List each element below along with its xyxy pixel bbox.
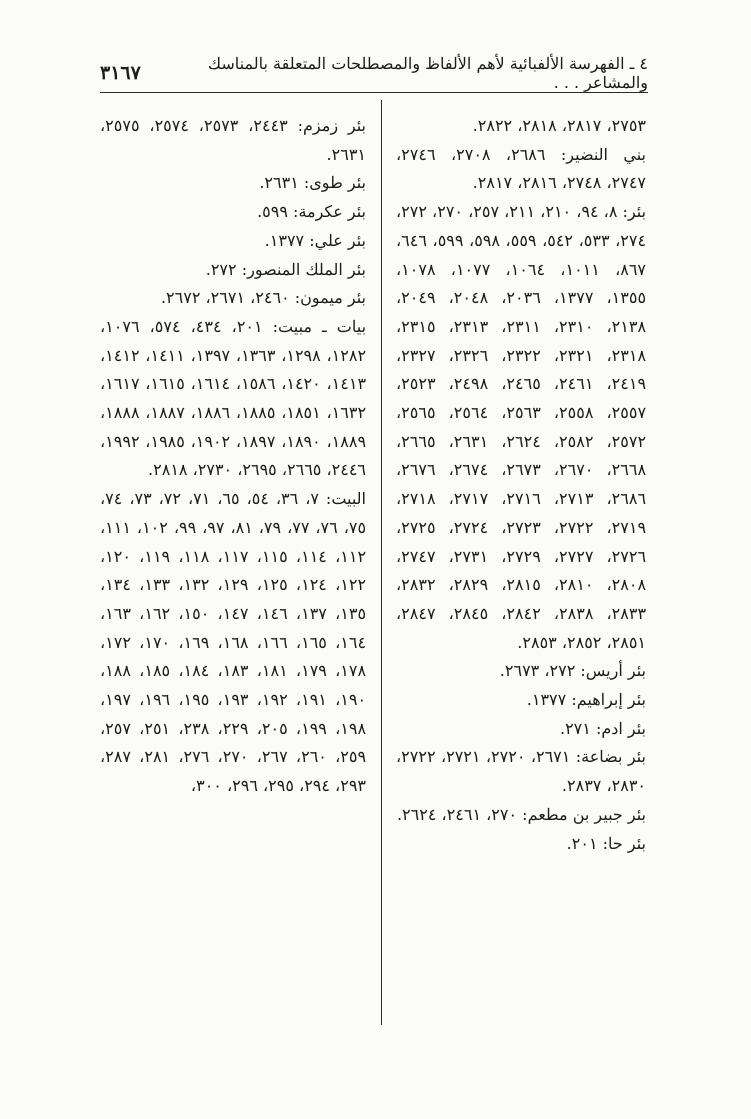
entry-references: ٢٠١، ٤٣٤، ٥٧٤، ١٠٧٦، ١٢٨٢، ١٢٩٨، ١٣٦٣، ١٣٩٧، ١٤١١، ١٤١٢، ١٤١٣، ١٤٢٠، ١٥٨٦، ١٦١٤، ١٦١٥، ١٦١٧، ١٦٣٢، ١٨٥١، ١٨٨٥، ١٨٨٦، ١٨٨٧، ١٨٨٨، ١٨٨٩، ١٨٩٠، ١٨٩٧، ١٩٠٢، ١٩٨٥، ١٩٩٢، ٢٤٤٦، ٢٦٦٥، ٢٦٩٥، ٢٧٣٠، ٢٨١٨. (100, 316, 367, 480)
entry-references: ٢٧٠، ٢٤٦١، ٢٦٢٤. (396, 804, 518, 824)
entry-term: بئر أريس: (580, 661, 646, 681)
entry-references: ٨، ٩٤، ٢١٠، ٢١١، ٢٥٧، ٢٧٠، ٢٧٢، ٢٧٤، ٥٣٣، ٥٤٢، ٥٥٩، ٥٩٨، ٥٩٩، ٦٤٦، ٨٦٧، ١٠١١، ١٠٦٤، ١٠٧٧، ١٠٧٨، ١٣٥٥، ١٣٧٧، ٢٠٣٦، ٢٠٤٨، ٢٠٤٩، ٢١٣٨، ٢٣١٠، ٢٣١١، ٢٣١٣، ٢٣١٥، ٢٣١٨، ٢٣٢١، ٢٣٢٢، ٢٣٢٦، ٢٣٢٧، ٢٤١٩، ٢٤٦١، ٢٤٦٥، ٢٤٩٨، ٢٥٢٣، ٢٥٥٧، ٢٥٥٨، ٢٥٦٣، ٢٥٦٤، ٢٥٦٥، ٢٥٧٢، ٢٥٨٢، ٢٦٢٤، ٢٦٣١، ٢٦٦٥، ٢٦٦٨، ٢٦٧٠، ٢٦٧٣، ٢٦٧٤، ٢٦٧٦، ٢٦٨٦، ٢٧١٣، ٢٧١٦، ٢٧١٧، ٢٧١٨، ٢٧١٩، ٢٧٢٢، ٢٧٢٣، ٢٧٢٤، ٢٧٢٥، ٢٧٢٦، ٢٧٢٧، ٢٧٢٩، ٢٧٣١، ٢٧٤٧، ٢٨٠٨، ٢٨١٠، ٢٨١٥، ٢٨٢٩، ٢٨٣٢، ٢٨٣٣، ٢٨٣٨، ٢٨٤٢، ٢٨٤٥، ٢٨٤٧، ٢٨٥١، ٢٨٥٢، ٢٨٥٣. (396, 202, 647, 652)
header-title: ٤ ـ الفهرسة الألفبائية لأهم الألفاظ والمصطلحات المتعلقة بالمناسك والمشاعر . . . (207, 54, 648, 92)
index-entry (100, 485, 366, 801)
index-entry (100, 284, 366, 313)
entry-references: ١٣٧٧. (526, 690, 567, 710)
entry-references: ٢٦٧١، ٢٧٢٠، ٢٧٢١، ٢٧٢٢، ٢٨٣٠، ٢٨٣٧. (396, 747, 646, 796)
entry-references: ٢٦٨٦، ٢٧٠٨، ٢٧٤٦، ٢٧٤٧، ٢٧٤٨، ٢٨١٦، ٢٨١٧. (396, 144, 646, 193)
running-header (100, 54, 648, 92)
index-entry (396, 112, 646, 141)
index-column-right (396, 112, 646, 858)
entry-references: ٢٧٢. (205, 259, 237, 279)
index-entry (100, 169, 366, 198)
column-divider (381, 100, 382, 1025)
entry-references: ٢٠١. (566, 833, 598, 853)
entry-references: ١٣٧٧. (264, 230, 305, 250)
page-number: ٣١٦٧ (100, 62, 141, 84)
entry-term: بيات ـ مبيت: (272, 316, 367, 336)
entry-references: ٢٧٢، ٢٦٧٣. (499, 661, 576, 681)
index-entry (100, 227, 366, 256)
index-entry (396, 686, 646, 715)
index-entry (396, 801, 646, 830)
index-entry (396, 657, 646, 686)
entry-term: بئر: (622, 202, 647, 222)
entry-term: بئر جبير بن مطعم: (522, 804, 646, 824)
index-entry (396, 141, 646, 198)
index-entry (396, 743, 646, 800)
entry-references: ٢٤٦٠، ٢٦٧١، ٢٦٧٢. (160, 288, 290, 308)
entry-term: بئر بضاعة: (575, 747, 646, 767)
entry-term: بني النضير: (560, 144, 647, 164)
entry-term: بئر ادم: (595, 718, 646, 738)
entry-term: بئر زمزم: (297, 116, 367, 135)
index-entry (396, 715, 646, 744)
entry-references: ٢٤٤٣، ٢٥٧٣، ٢٥٧٤، ٢٥٧٥، ٢٦٣١. (100, 116, 366, 164)
header-rule (100, 92, 648, 93)
entry-references: ٧، ٣٦، ٥٤، ٦٥، ٧١، ٧٢، ٧٣، ٧٤، ٧٥، ٧٦، ٧٧، ٧٩، ٨١، ٩٧، ٩٩، ١٠٢، ١١١، ١١٢، ١١٤، ١١٥، ١١٧، ١١٨، ١١٩، ١٢٠، ١٢٢، ١٢٤، ١٢٥، ١٢٩، ١٣٢، ١٣٣، ١٣٤، ١٣٥، ١٣٧، ١٤٦، ١٤٧، ١٥٠، ١٦٢، ١٦٣، ١٦٤، ١٦٥، ١٦٦، ١٦٨، ١٦٩، ١٧٠، ١٧٢، ١٧٨، ١٧٩، ١٨١، ١٨٣، ١٨٤، ١٨٥، ١٨٨، ١٩٠، ١٩١، ١٩٢، ١٩٣، ١٩٥، ١٩٦، ١٩٧، ١٩٨، ١٩٩، ٢٠٥، ٢٢٩، ٢٣٨، ٢٥١، ٢٥٧، ٢٥٩، ٢٦٠، ٢٦٧، ٢٧٠، ٢٧٦، ٢٨١، ٢٨٧، ٢٩٣، ٢٩٤، ٢٩٥، ٢٩٦، ٣٠٠، (100, 489, 367, 796)
entry-references: ٥٩٩. (257, 202, 288, 222)
entry-references: ٢٧١. (559, 718, 591, 738)
entry-references: ٢٧٥٣، ٢٨١٧، ٢٨١٨، ٢٨٢٢. (472, 116, 646, 135)
index-entry (100, 198, 366, 227)
entry-term: بئر حا: (602, 833, 646, 853)
index-entry (396, 830, 646, 859)
entry-references: ٢٦٣١. (259, 173, 299, 193)
index-column-left (100, 112, 366, 801)
index-entry (100, 313, 366, 485)
entry-term: بئر إبراهيم: (571, 690, 646, 710)
entry-term: بئر علي: (309, 230, 366, 250)
entry-term: بئر طوى: (303, 173, 366, 193)
entry-term: البيت: (325, 489, 366, 509)
index-entry (100, 256, 366, 285)
index-entry (100, 112, 366, 169)
index-entry (396, 198, 646, 657)
entry-term: بئر ميمون: (294, 288, 366, 308)
entry-term: بئر عكرمة: (293, 202, 366, 222)
entry-term: بئر الملك المنصور: (241, 259, 366, 279)
